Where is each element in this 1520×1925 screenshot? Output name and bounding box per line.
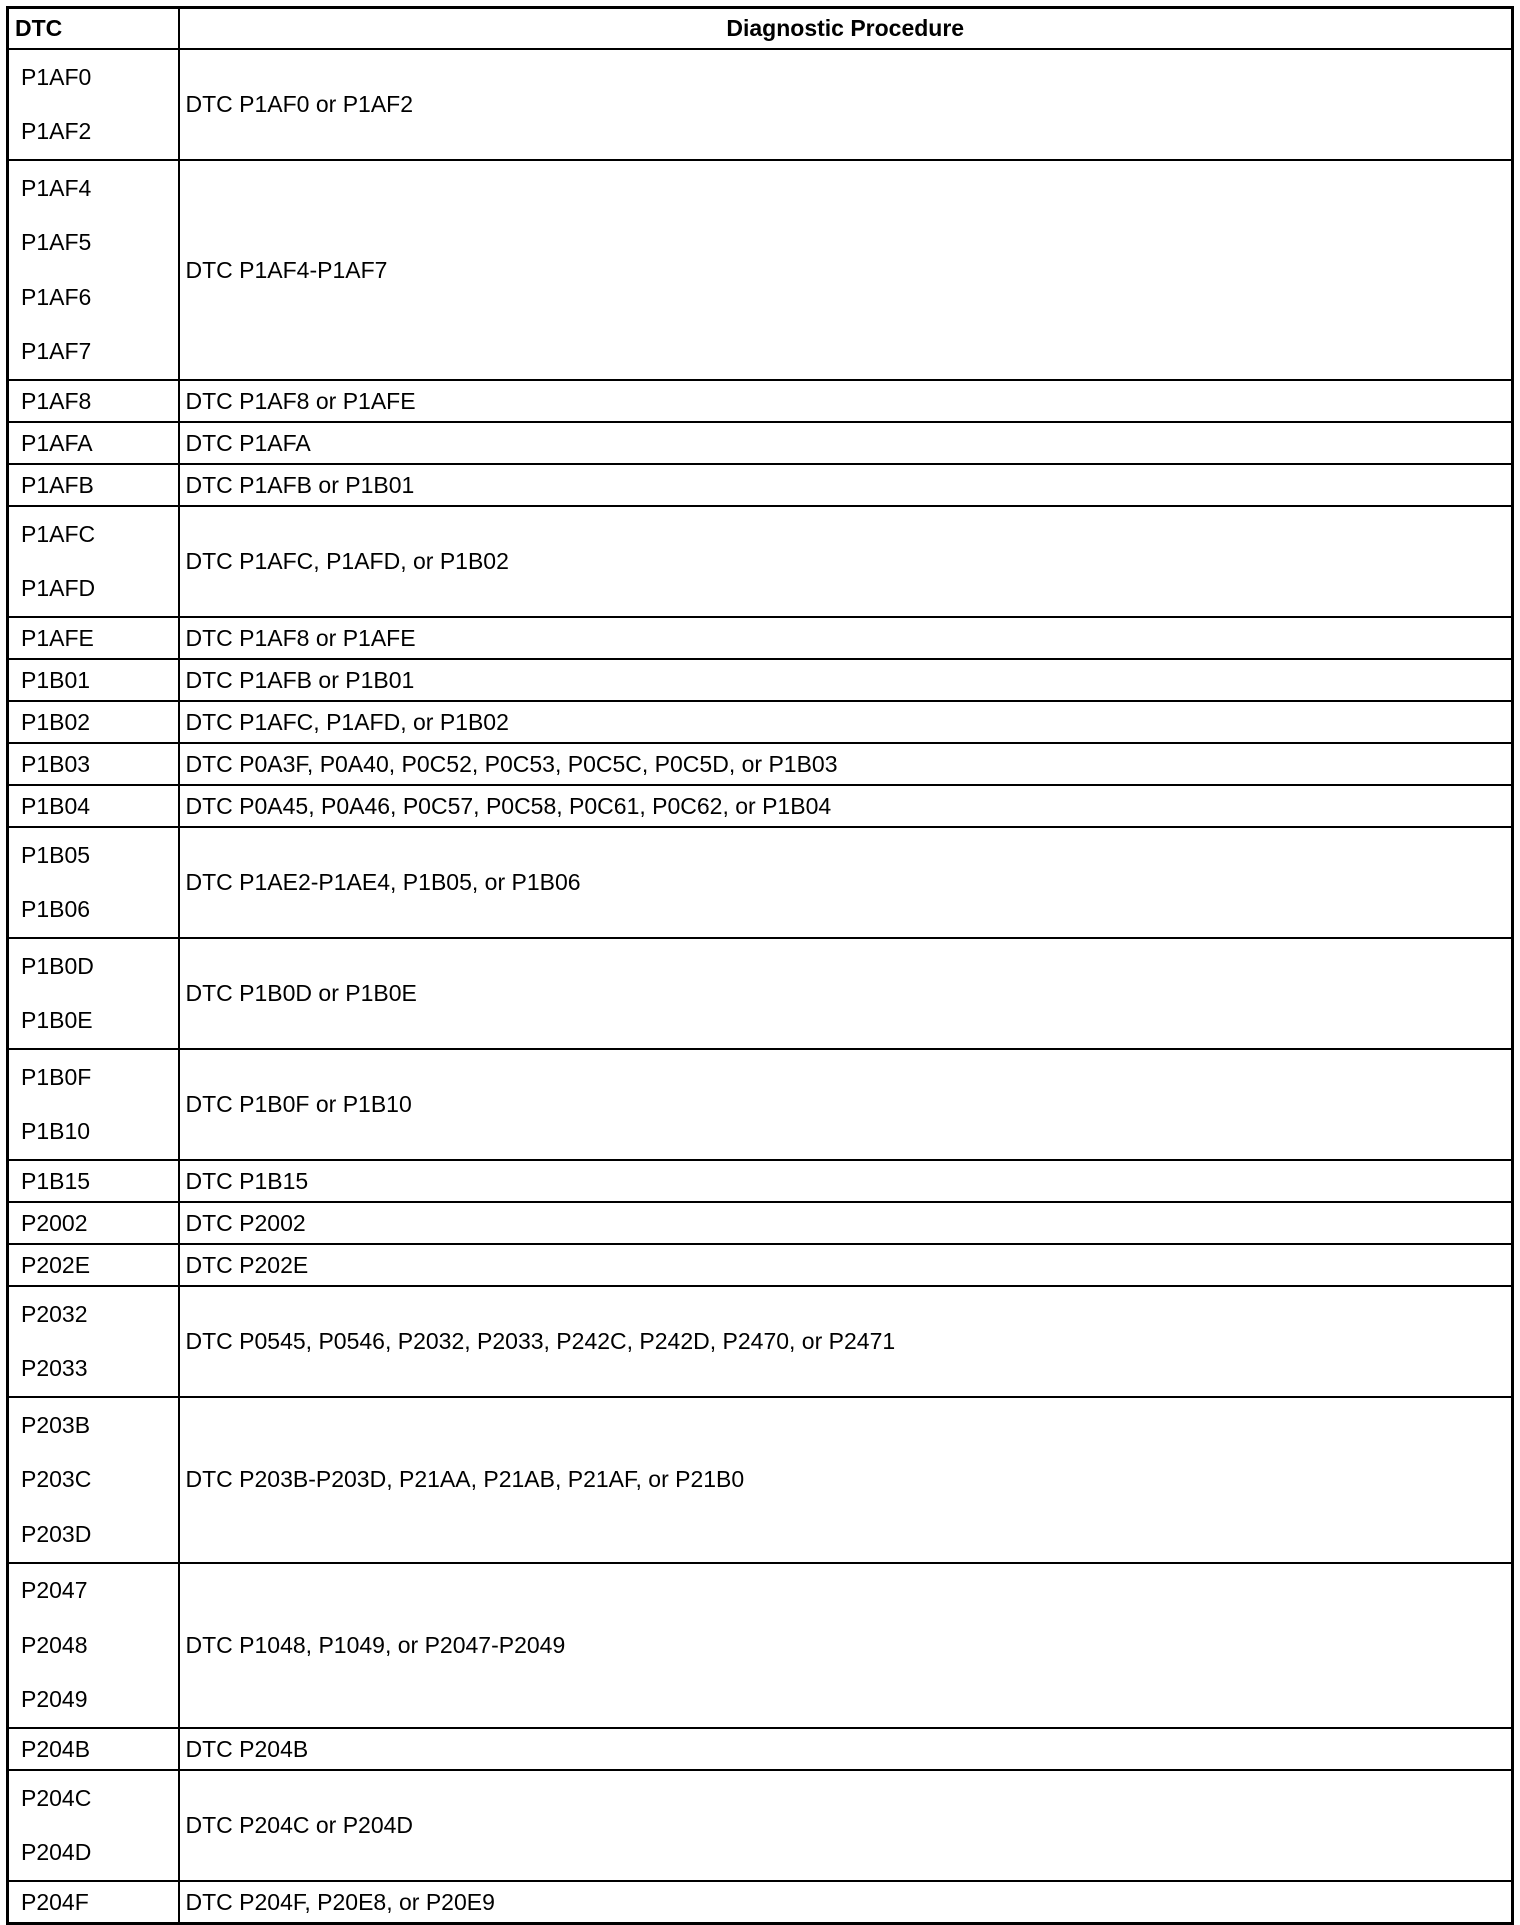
- diagnostic-procedure-cell: DTC P1AFC, P1AFD, or P1B02: [179, 701, 1513, 743]
- dtc-code-cell: [8, 1244, 179, 1286]
- diagnostic-procedure-cell: DTC P1AF8 or P1AFE: [179, 617, 1513, 659]
- dtc-code: P1AF8: [21, 387, 92, 414]
- dtc-code-cell: [8, 938, 179, 1049]
- diagnostic-procedure-cell: DTC P1AF8 or P1AFE: [179, 380, 1513, 422]
- dtc-code-cell: [8, 743, 179, 785]
- dtc-code: P1B0E: [21, 1007, 93, 1034]
- dtc-code: P2002: [21, 1209, 88, 1236]
- dtc-code: P1AFB: [21, 471, 94, 498]
- diagnostic-procedure-cell: DTC P204C or P204D: [179, 1770, 1513, 1881]
- dtc-code: P203D: [21, 1520, 92, 1547]
- dtc-code-cell: [8, 464, 179, 506]
- table-row: [8, 1049, 1513, 1160]
- header-dtc: DTC: [8, 8, 179, 50]
- table-row: [8, 743, 1513, 785]
- table-row: [8, 1286, 1513, 1397]
- table-row: [8, 1202, 1513, 1244]
- table-row: [8, 380, 1513, 422]
- table-row: [8, 1244, 1513, 1286]
- diagnostic-procedure-cell: DTC P1B15: [179, 1160, 1513, 1202]
- diagnostic-procedure-cell: DTC P204F, P20E8, or P20E9: [179, 1881, 1513, 1924]
- dtc-code: P1AFC: [21, 520, 96, 547]
- dtc-code: P1B04: [21, 792, 91, 819]
- header-diagnostic-procedure: Diagnostic Procedure: [179, 8, 1513, 50]
- dtc-code: P202E: [21, 1251, 91, 1278]
- table-row: [8, 1881, 1513, 1924]
- dtc-code: P1B02: [21, 708, 91, 735]
- diagnostic-procedure-cell: DTC P1B0F or P1B10: [179, 1049, 1513, 1160]
- dtc-code: P1AF6: [21, 283, 92, 310]
- dtc-code: P2032: [21, 1300, 88, 1327]
- table-row: [8, 160, 1513, 380]
- dtc-code: P1B15: [21, 1167, 91, 1194]
- dtc-code-cell: [8, 785, 179, 827]
- dtc-code: P204B: [21, 1735, 91, 1762]
- diagnostic-procedure-cell: DTC P0A45, P0A46, P0C57, P0C58, P0C61, P0C62, or P1B04: [179, 785, 1513, 827]
- dtc-code: P1AF0: [21, 63, 92, 90]
- diagnostic-procedure-cell: DTC P1AFB or P1B01: [179, 659, 1513, 701]
- diagnostic-procedure-cell: DTC P0A3F, P0A40, P0C52, P0C53, P0C5C, P0C5D, or P1B03: [179, 743, 1513, 785]
- dtc-code-cell: [8, 160, 179, 380]
- dtc-code: P1AF2: [21, 118, 92, 145]
- dtc-code: P1B06: [21, 896, 91, 923]
- table-row: [8, 617, 1513, 659]
- dtc-code-cell: [8, 1049, 179, 1160]
- dtc-code: P1AFA: [21, 429, 93, 456]
- table-body: [8, 49, 1513, 1924]
- dtc-code: P1AFD: [21, 575, 96, 602]
- table-row: [8, 938, 1513, 1049]
- table-row: [8, 785, 1513, 827]
- dtc-code: P203C: [21, 1466, 92, 1493]
- dtc-code-cell: [8, 1728, 179, 1770]
- dtc-code-cell: [8, 827, 179, 938]
- dtc-code: P1B0F: [21, 1063, 92, 1090]
- diagnostic-procedure-cell: DTC P202E: [179, 1244, 1513, 1286]
- dtc-code: P204C: [21, 1784, 92, 1811]
- dtc-code-cell: [8, 422, 179, 464]
- diagnostic-procedure-cell: DTC P1AFC, P1AFD, or P1B02: [179, 506, 1513, 617]
- dtc-code: P204D: [21, 1839, 92, 1866]
- dtc-code: P1AFE: [21, 624, 94, 651]
- dtc-code-cell: [8, 1160, 179, 1202]
- dtc-code: P2033: [21, 1355, 88, 1382]
- dtc-code: P1B0D: [21, 952, 94, 979]
- table-row: [8, 659, 1513, 701]
- dtc-code-cell: [8, 701, 179, 743]
- dtc-code: P1AF7: [21, 338, 92, 365]
- diagnostic-procedure-cell: DTC P203B-P203D, P21AA, P21AB, P21AF, or P21B0: [179, 1397, 1513, 1563]
- dtc-code: P1AF4: [21, 174, 92, 201]
- table-row: [8, 1728, 1513, 1770]
- dtc-code: P1B01: [21, 666, 91, 693]
- table-row: [8, 1160, 1513, 1202]
- diagnostic-procedure-cell: DTC P1048, P1049, or P2047-P2049: [179, 1563, 1513, 1729]
- table-row: [8, 827, 1513, 938]
- diagnostic-procedure-cell: DTC P0545, P0546, P2032, P2033, P242C, P242D, P2470, or P2471: [179, 1286, 1513, 1397]
- dtc-code-cell: [8, 380, 179, 422]
- table-row: [8, 1397, 1513, 1563]
- table-row: [8, 701, 1513, 743]
- diagnostic-procedure-cell: DTC P1AFA: [179, 422, 1513, 464]
- dtc-code: P1B05: [21, 841, 91, 868]
- dtc-code: P2049: [21, 1686, 88, 1713]
- dtc-code: P204F: [21, 1888, 89, 1915]
- dtc-code-cell: [8, 1770, 179, 1881]
- dtc-code: P1B03: [21, 750, 91, 777]
- table-header-row: [8, 8, 1513, 50]
- diagnostic-procedure-cell: DTC P1AF0 or P1AF2: [179, 49, 1513, 160]
- diagnostic-procedure-cell: DTC P1B0D or P1B0E: [179, 938, 1513, 1049]
- dtc-code-cell: [8, 1881, 179, 1924]
- table-row: [8, 49, 1513, 160]
- dtc-code-cell: [8, 1563, 179, 1729]
- table-row: [8, 422, 1513, 464]
- diagnostic-procedure-cell: DTC P1AFB or P1B01: [179, 464, 1513, 506]
- dtc-code: P2047: [21, 1577, 88, 1604]
- diagnostic-procedure-cell: DTC P204B: [179, 1728, 1513, 1770]
- table-row: [8, 1563, 1513, 1729]
- dtc-table: [6, 6, 1514, 1925]
- table-row: [8, 464, 1513, 506]
- dtc-code-cell: [8, 617, 179, 659]
- dtc-code-cell: [8, 1397, 179, 1563]
- diagnostic-procedure-cell: DTC P1AE2-P1AE4, P1B05, or P1B06: [179, 827, 1513, 938]
- table-row: [8, 506, 1513, 617]
- diagnostic-procedure-cell: DTC P1AF4-P1AF7: [179, 160, 1513, 380]
- dtc-code-cell: [8, 1202, 179, 1244]
- dtc-code-cell: [8, 506, 179, 617]
- table-row: [8, 1770, 1513, 1881]
- dtc-code-cell: [8, 1286, 179, 1397]
- dtc-code: P1B10: [21, 1118, 91, 1145]
- diagnostic-procedure-cell: DTC P2002: [179, 1202, 1513, 1244]
- dtc-code-cell: [8, 659, 179, 701]
- dtc-code: P1AF5: [21, 229, 92, 256]
- dtc-code: P203B: [21, 1411, 91, 1438]
- dtc-code-cell: [8, 49, 179, 160]
- dtc-code: P2048: [21, 1631, 88, 1658]
